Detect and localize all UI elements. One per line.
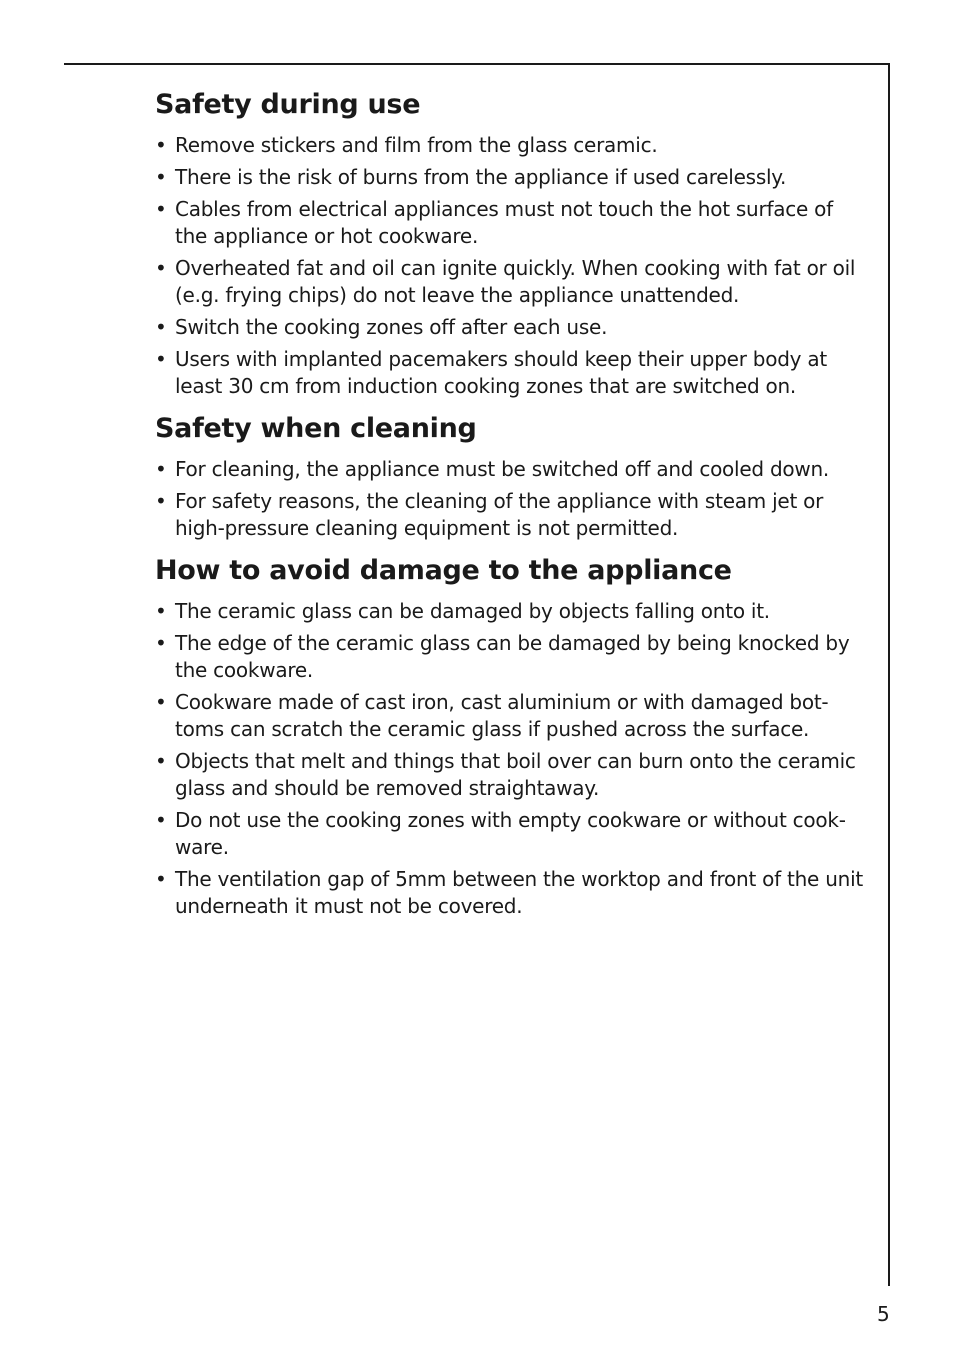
page-number: 5 — [877, 1302, 890, 1326]
list-item-text: Overheated fat and oil can ignite quickly. When cooking with fat or oil (e.g. frying chips) do not leave the appliance unattended. — [175, 256, 856, 307]
list-item — [155, 456, 869, 483]
list-item — [155, 630, 869, 684]
section-heading: How to avoid damage to the appliance — [155, 555, 732, 586]
list-item-text: The ceramic glass can be damaged by objects falling onto it. — [175, 599, 770, 623]
list-item — [155, 346, 869, 400]
bullet-list — [155, 598, 869, 920]
bullet-icon: • — [155, 347, 167, 371]
bullet-icon: • — [155, 599, 167, 623]
bullet-icon: • — [155, 165, 167, 189]
list-item — [155, 488, 869, 542]
list-item — [155, 164, 869, 191]
section-safety-during-use — [155, 88, 869, 400]
bullet-icon: • — [155, 133, 167, 157]
list-item — [155, 598, 869, 625]
list-item-text: Switch the cooking zones off after each use. — [175, 315, 608, 339]
list-item — [155, 196, 869, 250]
section-avoid-damage — [155, 554, 869, 920]
list-item-text: For cleaning, the appliance must be switched off and cooled down. — [175, 457, 830, 481]
list-item-text: The edge of the ceramic glass can be damaged by being knocked by the cookware. — [175, 631, 850, 682]
list-item-text: Remove stickers and film from the glass ceramic. — [175, 133, 658, 157]
bullet-list — [155, 456, 869, 542]
list-item-text: Do not use the cooking zones with empty cookware or without cook-ware. — [175, 808, 846, 859]
list-item-text: There is the risk of burns from the appliance if used carelessly. — [175, 165, 787, 189]
bullet-icon: • — [155, 256, 167, 280]
list-item-text: For safety reasons, the cleaning of the appliance with steam jet or high-pressure cleaning equipment is not permitted. — [175, 489, 824, 540]
bullet-icon: • — [155, 631, 167, 655]
list-item — [155, 132, 869, 159]
bullet-icon: • — [155, 749, 167, 773]
section-heading: Safety when cleaning — [155, 413, 477, 444]
bullet-list — [155, 132, 869, 400]
bullet-icon: • — [155, 197, 167, 221]
list-item-text: Users with implanted pacemakers should keep their upper body at least 30 cm from induction cooking zones that are switched on. — [175, 347, 827, 398]
top-rule — [64, 63, 890, 65]
bullet-icon: • — [155, 808, 167, 832]
section-heading: Safety during use — [155, 89, 421, 120]
list-item-text: The ventilation gap of 5mm between the worktop and front of the unit underneath it must not be covered. — [175, 867, 863, 918]
list-item — [155, 866, 869, 920]
list-item-text: Objects that melt and things that boil over can burn onto the ceramic glass and should be removed straightaway. — [175, 749, 856, 800]
list-item — [155, 314, 869, 341]
bullet-icon: • — [155, 690, 167, 714]
list-item — [155, 748, 869, 802]
bullet-icon: • — [155, 489, 167, 513]
list-item — [155, 689, 869, 743]
bullet-icon: • — [155, 867, 167, 891]
page-content — [155, 88, 869, 932]
bullet-icon: • — [155, 315, 167, 339]
right-rule — [888, 63, 890, 1286]
list-item — [155, 255, 869, 309]
section-safety-when-cleaning — [155, 412, 869, 542]
list-item-text: Cookware made of cast iron, cast aluminium or with damaged bot-toms can scratch the ceramic glass if pushed across the surface. — [175, 690, 829, 741]
list-item-text: Cables from electrical appliances must not touch the hot surface of the appliance or hot cookware. — [175, 197, 833, 248]
bullet-icon: • — [155, 457, 167, 481]
list-item — [155, 807, 869, 861]
